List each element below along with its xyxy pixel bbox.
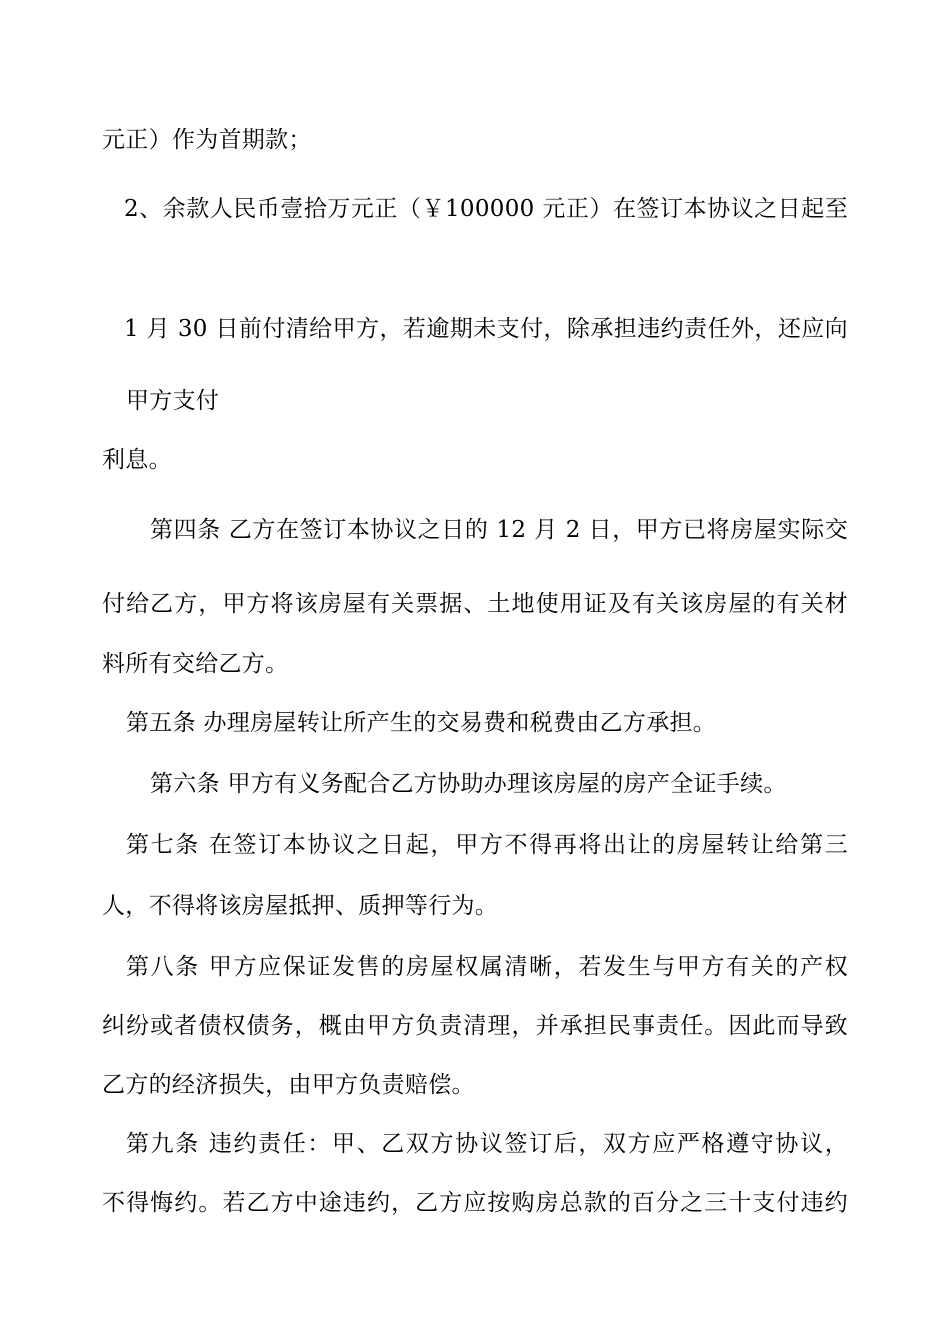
text-line-7: 付给乙方，甲方将该房屋有关票据、土地使用证及有关该房屋的有关材 (102, 591, 848, 617)
text-line-11: 第七条 在签订本协议之日起，甲方不得再将出让的房屋转让给第三 (126, 832, 848, 858)
text-line-2: 2、余款人民币壹拾万元正（￥100000 元正）在签订本协议之日起至 (124, 196, 848, 222)
text-line-14: 纠纷或者债权债务，概由甲方负责清理，并承担民事责任。因此而导致 (102, 1013, 848, 1039)
text-line-17: 不得悔约。若乙方中途违约，乙方应按购房总款的百分之三十支付违约 (102, 1190, 848, 1216)
text-line-13: 第八条 甲方应保证发售的房屋权属清晰，若发生与甲方有关的产权 (126, 954, 848, 980)
text-line-10: 第六条 甲方有义务配合乙方协助办理该房屋的房产全证手续。 (150, 771, 787, 797)
text-line-4: 甲方支付 (126, 388, 220, 414)
text-line-12: 人，不得将该房屋抵押、质押等行为。 (102, 893, 499, 919)
text-line-9: 第五条 办理房屋转让所产生的交易费和税费由乙方承担。 (126, 710, 717, 736)
text-line-3: 1 月 30 日前付清给甲方，若逾期未支付，除承担违约责任外，还应向 (124, 316, 848, 342)
text-line-1: 元正）作为首期款； (102, 127, 312, 153)
text-line-16: 第九条 违约责任：甲、乙双方协议签订后，双方应严格遵守协议， (126, 1131, 848, 1157)
text-line-15: 乙方的经济损失，由甲方负责赔偿。 (102, 1072, 475, 1098)
text-line-5: 利息。 (102, 447, 172, 473)
text-line-8: 料所有交给乙方。 (102, 651, 289, 677)
text-line-6: 第四条 乙方在签订本协议之日的 12 月 2 日，甲方已将房屋实际交 (150, 517, 848, 543)
